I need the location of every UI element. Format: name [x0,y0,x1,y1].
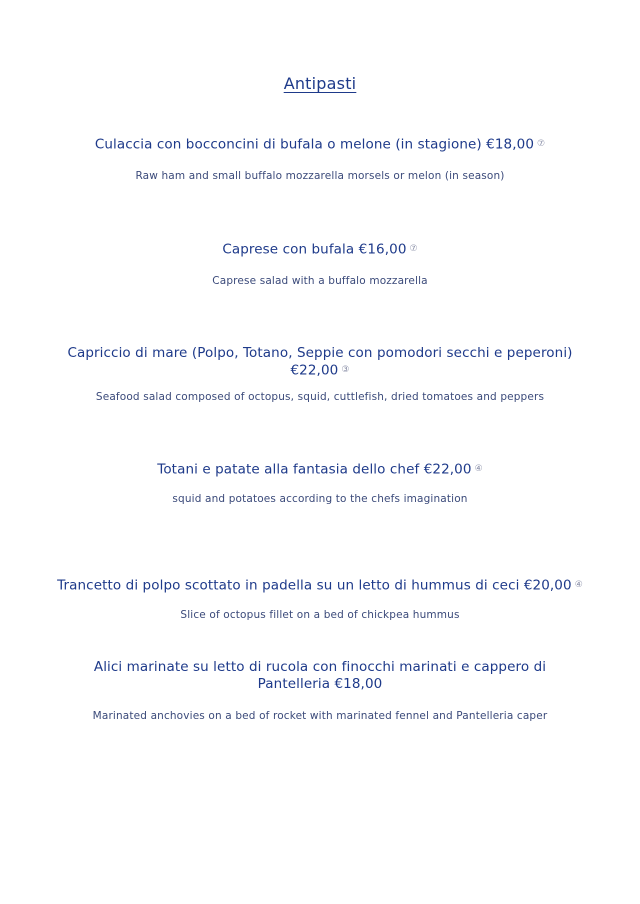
menu-item-name-line2: Pantelleria €18,00 [257,676,383,692]
menu-item-description: Slice of octopus fillet on a bed of chickpea hummus [180,609,460,621]
allergen-badge: ⑦ [409,244,418,254]
menu-item-description: Seafood salad composed of octopus, squid, cuttlefish, dried tomatoes and peppers [95,391,545,403]
menu-item [40,461,600,479]
menu-item-description-wrap [20,390,620,404]
menu-item-name [20,577,620,595]
menu-item [40,659,600,693]
menu-item [40,241,600,259]
menu-item-name-line1: Alici marinate su letto di rucola con finocchi marinati e cappero di [93,659,547,675]
allergen-badge: ⑦ [537,139,546,149]
menu-item-name-text: Trancetto di polpo scottato in padella su un letto di hummus di ceci €20,00 [57,577,572,594]
menu-item-name [40,461,600,479]
menu-item-description-wrap [40,169,600,183]
menu-item-description-wrap [40,274,600,288]
menu-item-description: Raw ham and small buffalo mozzarella morsels or melon (in season) [135,170,505,182]
section-title: Antipasti [283,74,357,93]
menu-item-name-line2: €22,00 [290,362,339,379]
allergen-badge: ③ [341,365,350,375]
allergen-badge: ④ [474,464,483,474]
menu-item-description-wrap [40,608,600,622]
menu-item-name [40,659,600,693]
menu-item [20,577,620,595]
menu-item [40,136,600,154]
menu-item-name-text: Culaccia con bocconcini di bufala o melone (in stagione) €18,00 [94,136,535,153]
menu-item-name-text: Totani e patate alla fantasia dello chef €22,00 [157,461,472,478]
menu-item [20,345,620,380]
allergen-badge: ④ [574,580,583,590]
menu-item-name [40,136,600,154]
menu-item-description-wrap [20,709,620,723]
menu-item-name-line1: Capriccio di mare (Polpo, Totano, Seppie con pomodori secchi e peperoni) [67,345,573,361]
menu-item-name [40,241,600,259]
menu-item-description-wrap [40,492,600,506]
menu-item-description: squid and potatoes according to the chefs imagination [172,493,468,505]
menu-item-description: Marinated anchovies on a bed of rocket with marinated fennel and Pantelleria caper [92,710,548,722]
menu-item-name-text: Caprese con bufala €16,00 [222,241,407,258]
menu-item-description: Caprese salad with a buffalo mozzarella [212,275,428,287]
menu-item-name [20,345,620,380]
menu-item-name-line2-wrap [20,362,620,380]
